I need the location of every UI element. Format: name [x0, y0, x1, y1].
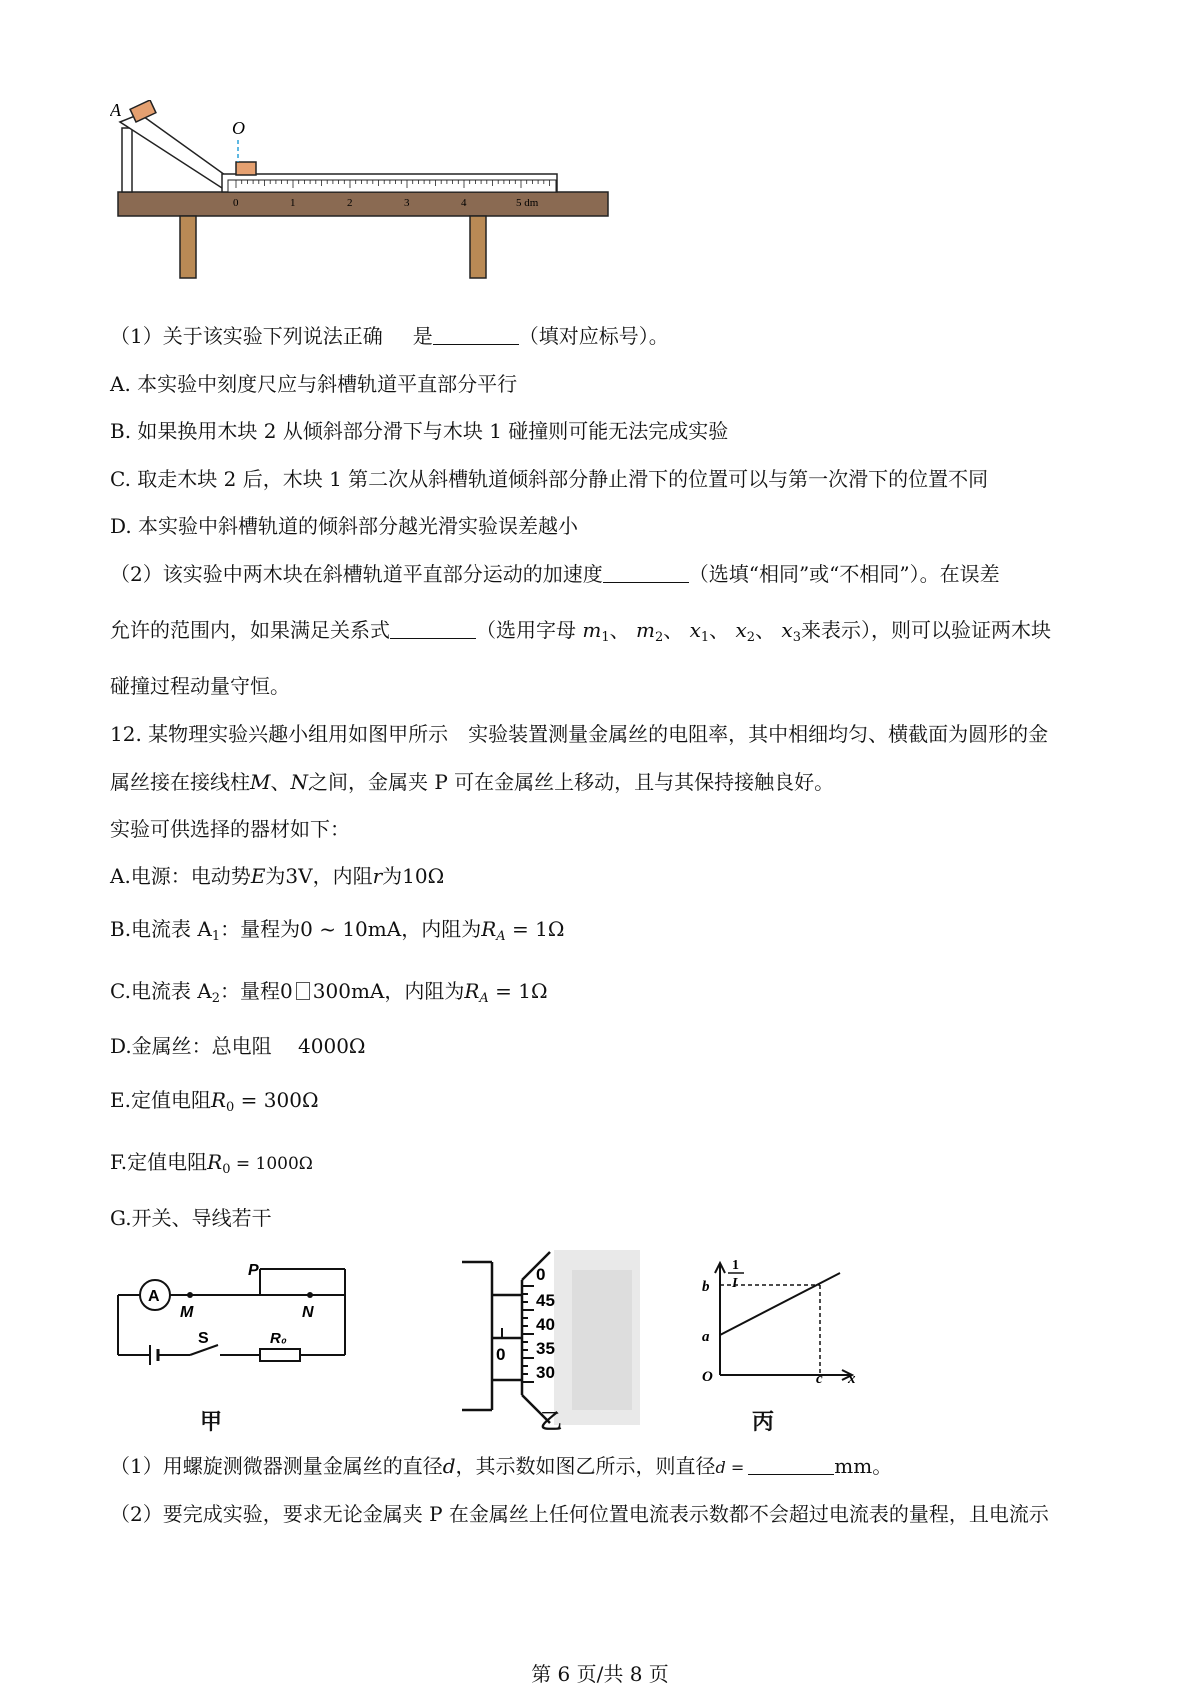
circuit-diagram: [110, 1255, 360, 1375]
micrometer-tick-35: 35: [536, 1339, 555, 1358]
caption-yi: 乙: [540, 1410, 563, 1435]
micrometer-tick-40: 40: [536, 1315, 555, 1334]
incline-post: [122, 128, 132, 192]
ruler-label-1: 1: [290, 197, 296, 209]
circuit-label-S: S: [198, 1330, 209, 1347]
micrometer-tick-45: 45: [536, 1291, 555, 1310]
q11-option-d: D. 本实验中斜槽轨道的倾斜部分越光滑实验误差越小: [110, 514, 579, 538]
q11-option-a: A. 本实验中刻度尺应与斜槽轨道平直部分平行: [110, 372, 518, 396]
ruler-label-4: 4: [461, 197, 467, 209]
graph-label-b: b: [702, 1279, 710, 1295]
q12-item-e: E.定值电阻$R_0 = 300\Omega$: [110, 1088, 319, 1115]
q12-part2: （2）要完成实验，要求无论金属夹 P 在金属丝上任何位置电流表示数都不会超过电流表的量程，且电流示: [110, 1502, 1049, 1526]
micrometer-sleeve-zero: 0: [496, 1345, 506, 1364]
q11-part2-line3: 碰撞过程动量守恒。: [110, 674, 290, 698]
q12-item-g: G.开关、导线若干: [110, 1206, 272, 1230]
ruler: [228, 180, 556, 192]
micrometer-tick-0: 0: [536, 1265, 546, 1284]
label-A: A: [110, 100, 121, 120]
graph-label-c: c: [816, 1371, 823, 1385]
micrometer-tick-30: 30: [536, 1363, 555, 1382]
ruler-label-0: 0: [233, 197, 239, 209]
ruler-label-5: 5 dm: [516, 197, 539, 209]
q12-line3: 实验可供选择的器材如下：: [110, 817, 350, 841]
graph-label-O: O: [702, 1369, 713, 1385]
page-footer: 第 6 页/共 8 页: [531, 1662, 669, 1686]
ruler-label-3: 3: [404, 197, 410, 209]
graph-y-denominator: I: [732, 1276, 738, 1291]
table-leg-left: [180, 216, 196, 278]
answer-blank[interactable]: [748, 1454, 834, 1475]
ramp-ruler-figure: [110, 100, 610, 300]
circuit-label-M: M: [180, 1304, 194, 1321]
q12-line1: 12. 某物理实验兴趣小组用如图甲所示 实验装置测量金属丝的电阻率，其中相细均匀、横截面为圆形的金: [110, 722, 1049, 746]
q12-line2: 属丝接在接线柱M、N之间，金属夹 P 可在金属丝上移动，且与其保持接触良好。: [110, 770, 835, 794]
graph-label-x: x: [848, 1371, 856, 1385]
q12-item-d: D.金属丝：总电阻 4000Ω: [110, 1034, 366, 1058]
answer-blank[interactable]: [390, 618, 476, 639]
table-leg-right: [470, 216, 486, 278]
q12-item-a: A.电源：电动势E为3V，内阻r为10Ω: [110, 864, 445, 888]
q11-option-b: B. 如果换用木块 2 从倾斜部分滑下与木块 1 碰撞则可能无法完成实验: [110, 419, 729, 443]
block-2: [236, 162, 256, 175]
q12-item-f: F.定值电阻$R_0 = 1000\Omega$: [110, 1150, 313, 1177]
q11-part2-line2: 允许的范围内，如果满足关系式 （选用字母 $m_1$、 $m_2$、 $x_1$、 $x_2$、 $x_3$来表示），则可以验证两木块: [110, 618, 1051, 645]
caption-bing: 丙: [752, 1410, 775, 1435]
q12-item-c: C.电流表 $A_2$：量程0 300mA，内阻为$R_A = 1\Omega$: [110, 979, 548, 1006]
label-O: O: [232, 118, 245, 138]
answer-blank[interactable]: [603, 562, 689, 583]
circuit-label-P: P: [248, 1262, 259, 1279]
circuit-label-R0: R₀: [270, 1330, 287, 1347]
q12-part1: （1）用螺旋测微器测量金属丝的直径d，其示数如图乙所示，则直径d = mm。: [110, 1454, 893, 1478]
answer-blank[interactable]: [433, 324, 519, 345]
q11-option-c: C. 取走木块 2 后，木块 1 第二次从斜槽轨道倾斜部分静止滑下的位置可以与第一次滑下的位置不同: [110, 467, 989, 491]
graph-y-numerator: 1: [732, 1258, 739, 1273]
ammeter-label: A: [148, 1288, 160, 1305]
micrometer-figure: [462, 1250, 642, 1425]
block-1: [130, 100, 156, 122]
graph-label-a: a: [702, 1329, 710, 1345]
graph-figure: [700, 1255, 860, 1385]
ruler-label-2: 2: [347, 197, 353, 209]
caption-jia: 甲: [200, 1410, 223, 1435]
q11-part1: （1）关于该实验下列说法正确 是 （填对应标号）。: [110, 324, 669, 348]
incline-track: [120, 114, 232, 188]
circuit-label-N: N: [302, 1304, 314, 1321]
q11-part2-line1: （2）该实验中两木块在斜槽轨道平直部分运动的加速度 （选填“相同”或“不相同”）。在误差: [110, 562, 1000, 586]
q12-item-b: B.电流表 $A_1$：量程为0 ~ 10mA，内阻为$R_A = 1\Omega$: [110, 917, 565, 944]
